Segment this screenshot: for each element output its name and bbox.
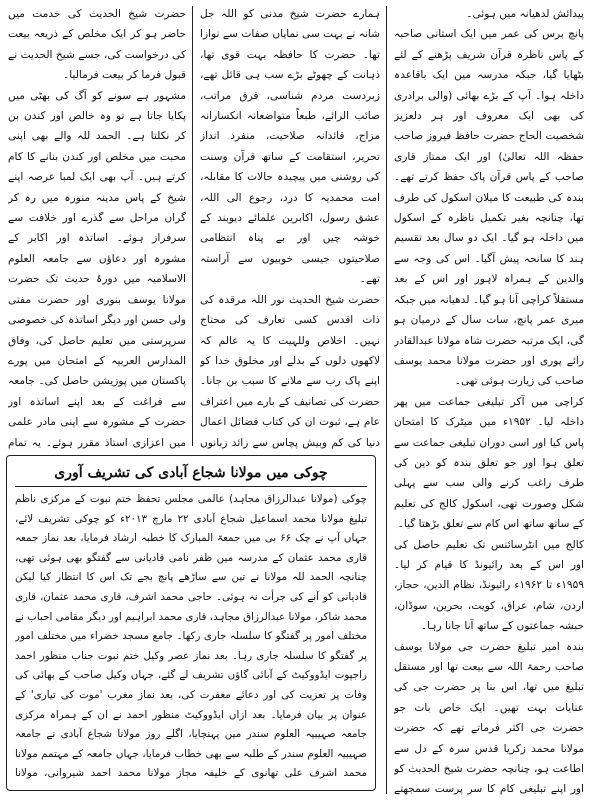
paragraph: بندہ امیر تبلیغ حضرت جی مولانا یوسف صاحب رحمۃ اللہ سے بیعت تھا اور مستقل تبلیغ میں تھا، اس بنا پر حضرت جی کی عنایات بہت تھیں۔ ایک خاص بات جو حضرت جی اکثر فرماتے تھے کہ حضرت مولانا محمد زکریا قدس سرہ کے دل سے اطاعت ہو، چنانچہ حضرت شیخ الحدیث کو اور اپنے تبلیغی کام کا سر پرست سمجھتے <box>394 640 584 796</box>
middle-column <box>200 4 380 450</box>
paragraph: مشہور ہے سونے کو آگ کی بھٹی میں پکایا جاتا ہے تو وہ خالص اور کندن بن کر نکلتا ہے۔ الحمد للہ والے بھی اپنی محبت میں مخلص اور کندن بنانے کا کام کرتے ہیں۔ آپ بھی ایک لمبا عرصہ اپنے شیخ کے پاس مدینہ منورہ میں رہ کر گراں مراحل سے گذرے اور خلافت سے سرفراز ہوئے۔ اساتذہ اور اکابر کے مشورہ اور دعاؤں سے جامعہ العلوم الاسلامیہ میں دورۂ حدیث تک حضرت مولانا یوسف بنوری اور حضرت مفتی ولی حسن اور دیگر اساتذہ کی خصوصی سرپرستی میں تعلیم حاصل کی، وفاق المدارس العربیہ کے امتحان میں پورے پاکستان میں پوزیشن حاصل کی۔ جامعہ سے فراغت کے بعد اپنے اساتذہ اور حضرت کے مشورہ سے اپنی مادر علمی میں اعزازی استاذ مقرر ہوئے۔ یہ تمام <box>8 89 186 449</box>
right-column <box>394 4 584 796</box>
column-divider-right <box>386 6 387 794</box>
news-box <box>6 455 376 791</box>
paragraph: پیدائش لدھیانہ میں ہوئی۔ <box>466 8 584 20</box>
news-box-body: چوکی (مولانا عبدالرزاق مجاہد) عالمی مجلس تحفظ ختم نبوت کے مرکزی ناظم تبلیغ مولانا محمد اسماعیل شجاع آبادی ۲۲ مارچ ۲۰۱۳ء کو چوکی تشریف لائے، جہاں آپ نے چک ۶۶ بی میں جمعۃ المبارک کا خطبہ ارشاد فرمایا، بعد نماز جمعہ قاری محمد عثمان کے مدرسہ میں ظفر نامی قادیانی سے گفتگو بھی ہوئی تھی، چنانچہ الحمد للہ مولانا نے تین سے ساڑھے پانچ بجے تک اس کا انتظار کیا لیکن قادیانی کو آنے کی جرأت نہ ہوئی۔ حاجی محمد اشرف، قاری محمد عثمان، قاری محمد شاکر، مولانا عبدالرزاق مجاہد، قاری محمد ابراہیم اور دیگر مقامی احباب نے مختلف امور پر گفتگو کا سلسلہ جاری رکھا۔ جامع مسجد خضراء میں مختلف امور پر گفتگو کا سلسلہ جاری رہا۔ بعد نماز عصر وکیل ختم نبوت جناب منظور احمد راجپوت ایڈووکیٹ کے آبائی گاؤں تشریف لے گئے، جہاں وکیل صاحب کے بھائی کی وفات پر تعزیت کی اور دعائے مغفرت کی، بعد نماز مغرب 'موت کی تیاری' کے عنوان پر بیان فرمایا۔ بعد ازاں ایڈووکیٹ منظور احمد نے ان کے ہمراہ مرکزی جامعہ صہیبیہ العلوم سندر میں پہنچایا، اگلے روز مولانا شجاع آبادی نے جامعہ صہیبیہ العلوم سندر کے طلبہ سے بھی خطاب فرمایا، جہاں جامعہ کے مہتمم مولانا محمد اشرف علی تھانوی کے خلیفہ مجاز مولانا محمد احمد شیروانی، مولانا <box>15 493 367 780</box>
paragraph: حضرت شیخ الحدیث کی خدمت میں حاضر ہو کر ایک مخلص کے ذریعہ بیعت کی درخواست کی، جسے شیخ الحدیث نے قبول فرما کر بیعت فرمالیا۔ <box>8 8 186 82</box>
paragraph: پانچ برس کی عمر میں ایک استانی صاحبہ کے پاس ناظرہ قرآن شریف پڑھنے کے لئے بٹھایا گیا، جبکہ مدرسہ میں ایک باقاعدہ داخلہ ہوا۔ آپ کے بڑے بھائی (والی برادری کی بھی ایک معروف اور ہر دلعزیز شخصیت الحاج حضرت حافظ فیروز صاحب حفظہ اللہ تعالیٰ) اور ایک ممتاز قاری صاحب کے پاس قرآن پاک حفظ کرتے تھے۔ بندہ کی طبیعت کا میلان اسکول کی طرف تھا، چنانچہ بغیر تکمیل ناظرہ کے اسکول میں داخلہ ہو گیا۔ ایک دو سال بعد تقسیم ہند کا سانحہ پیش آگیا۔ اس کی وجہ سے والدین کے ہمراہ لاہور اور اس کے بعد مستقلاً کراچی آنا ہو گیا۔ لدھیانہ میں جبکہ میری عمر پانچ، سات سال کے درمیان ہو گی، ایک مرتبہ حضرت شاہ مولانا عبدالقادر رائے پوری اور حضرت مولانا محمد یوسف صاحب کی زیارت ہوئی تھی۔ <box>394 28 584 388</box>
news-box-title: چوکی میں مولانا شجاع آبادی کی تشریف آوری <box>15 460 367 487</box>
paragraph: کالج میں انٹرسائنس تک تعلیم حاصل کی اور اس کے بعد رائیونڈ کا قیام کر لیا۔ ۱۹۵۹ء تا ۱۹۶۲ء رائیونڈ، نظام الدین، حجاز، اردن، شام، عراق، کویت، بحرین، سوڈان، حبشہ جماعتوں کے ساتھ آنا جانا رہا۔ <box>394 538 584 633</box>
column-divider-left <box>192 6 193 446</box>
paragraph: کراچی میں آکر تبلیغی جماعت میں پھر داخلہ لیا۔ ۱۹۵۲ء میں میٹرک کا امتحان پاس کیا اور اسی دوران تبلیغی جماعت سے تعلق ہوا اور جو تعلق بندہ کو دین کی طرف راغب کرنے والی سب سے پہلی شکل وصورت تھی، اسکول کالج کی تعلیم کے ساتھ ساتھ اس کام سے تعلق بڑھتا گیا۔ <box>394 395 584 531</box>
left-column <box>8 4 186 450</box>
paragraph: حضرت شیخ الحدیث نور اللہ مرقدہ کی ذات اقدس کسی تعارف کی محتاج نہیں۔ اخلاص وللہیت کا یہ عالم کہ لاکھوں دلوں کے بدلے اور مخلوق خدا کو اپنے پاک رب سے ملانے کا سبب بن جانا۔ حضرت کی تصانیف کے بارے میں اعتراف عام ہے، ثبوت ان کی کتاب فضائل اعمال دنیا کی کم وبیش پچاس سے زائد زبانوں <box>200 293 380 449</box>
paragraph: ہمارے حضرت شیخ مدنی کو اللہ جل شانہ نے بہت سی نمایاں صفات سے نوازا تھا۔ حضرت کا حافظہ بہت قوی تھا، ذہانت کے چھوٹے بڑے سب ہی قائل تھے، زبردست مردم شناسی، فرق مراتب، صائب الرائے، طبعاً متواضعانہ انکسارانہ مزاج، قائدانہ صلاحیت، منفرد انداز تحریر، استقامت کے ساتھ قرآن وسنت کی روشنی میں پیچیدہ حالات کا مقابلہ، امت محمدیہ کا درد، رجوع الی اللہ، عشق رسول، اکابرین علمائے دیوبند کے خوشہ چیں اور بے پناہ انتظامی صلاحیتوں جیسی خوبیوں سے آراستہ تھے۔ <box>200 8 380 286</box>
